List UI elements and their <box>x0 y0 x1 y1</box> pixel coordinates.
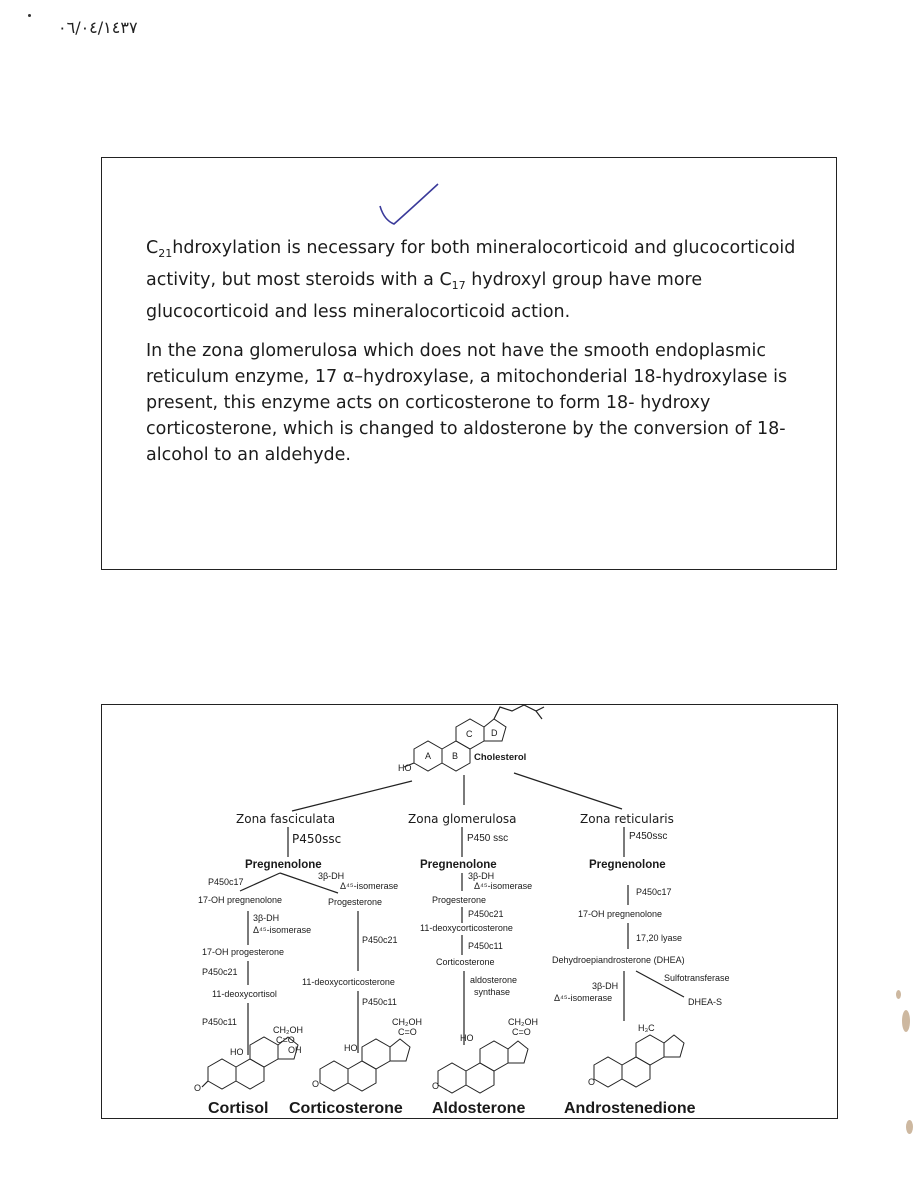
corticosterone-ch2oh: CH₂OH <box>392 1017 422 1027</box>
aldosterone-ho: HO <box>460 1033 474 1043</box>
corticosterone-structure <box>320 1039 410 1091</box>
text-box <box>101 157 837 570</box>
p450c21-left-fasc: P450c21 <box>202 967 238 977</box>
p450c17-fasc: P450c17 <box>208 877 244 887</box>
checkmark-icon <box>372 168 452 228</box>
cortisol-o: O <box>194 1083 202 1093</box>
p450c11-right-fasc: P450c11 <box>362 997 397 1007</box>
deoxycorticosterone-glom: 11-deoxycorticosterone <box>420 923 513 933</box>
isomerase-fasc: Δ⁴⁵-isomerase <box>340 881 399 891</box>
oh-progesterone-fasc: 17-OH progesterone <box>202 947 285 957</box>
c-letter: C <box>146 238 159 258</box>
cortisol-oh: OH <box>288 1045 302 1055</box>
paragraph-zona-glomerulosa: In the zona glomerulosa which does not have the smooth endoplasmic reticulum enzyme, 17 α–hydroxylase, a mitochonderial 18-hydroxylase is present, this enzyme acts on corticosterone to form 18- hydroxy corticosterone, which is changed to aldosterone by the conversion of 18-alcohol to an aldehyde. <box>146 341 788 465</box>
arrow-to-reticularis <box>514 773 622 809</box>
hsd2-fasc: 3β-DH <box>253 913 280 923</box>
androstenedione-o: O <box>588 1077 596 1087</box>
isomerase2-fasc: Δ⁴⁵-isomerase <box>253 925 312 935</box>
isomerase-retic: Δ⁴⁵-isomerase <box>554 993 613 1003</box>
p450c17-retic: P450c17 <box>636 887 672 897</box>
dhea-s: DHEA-S <box>688 997 723 1007</box>
ring-b: B <box>452 751 459 761</box>
corticosterone-co: C=O <box>398 1027 417 1037</box>
scan-speck <box>906 1120 913 1134</box>
p450c21-glom: P450c21 <box>468 909 504 919</box>
corticosterone-ho: HO <box>344 1043 358 1053</box>
arrow-to-fasciculata <box>292 781 412 811</box>
ho-label: HO <box>398 763 412 773</box>
zone-glomerulosa: Zona glomerulosa <box>408 812 517 826</box>
pregnenolone-reticularis: Pregnenolone <box>589 859 666 871</box>
product-corticosterone: Corticosterone <box>289 1100 403 1117</box>
pathway-svg <box>102 705 838 1119</box>
ring-c: C <box>466 729 473 739</box>
hsd-retic: 3β-DH <box>592 981 619 991</box>
paragraph-hydroxylation <box>146 235 806 325</box>
aldo-synthase-2: synthase <box>474 987 511 997</box>
text-run: hdroxylation is necessary for both mineralocorticoid and glucocorticoid activity, but most steroids with a C <box>146 238 796 290</box>
deoxycortisol-fasc: 11-deoxycortisol <box>212 989 277 999</box>
ring-d: D <box>491 728 498 738</box>
subscript-21: 21 <box>158 247 173 260</box>
handwritten-date: ٠٦/٠٤/١٤٣٧ <box>58 18 138 37</box>
aldo-synthase-1: aldosterone <box>470 975 518 985</box>
text-run: hydroxyl group have more glucocorticoid and less mineralocorticoid action. <box>146 270 703 322</box>
subscript-17: 17 <box>451 279 466 292</box>
p450ssc-glomerulosa: P450 ssc <box>467 833 509 844</box>
scan-speck <box>896 990 901 999</box>
progesterone-fasc: Progesterone <box>328 897 383 907</box>
cortisol-co: C=O <box>276 1035 295 1045</box>
cortisol-ho: HO <box>230 1047 244 1057</box>
aldosterone-ch2oh: CH₂OH <box>508 1017 538 1027</box>
oh-pregnenolone-fasc: 17-OH pregnenolone <box>198 895 283 905</box>
p450c11-left-fasc: P450c11 <box>202 1017 237 1027</box>
p450c21-right-fasc: P450c21 <box>362 935 398 945</box>
aldosterone-structure <box>438 1041 528 1093</box>
cortisol-ch2oh: CH₂OH <box>273 1025 303 1035</box>
product-androstenedione: Androstenedione <box>564 1100 696 1117</box>
scan-speck <box>902 1010 910 1032</box>
product-cortisol: Cortisol <box>208 1100 269 1117</box>
sulfotransferase: Sulfotransferase <box>664 973 730 983</box>
product-aldosterone: Aldosterone <box>432 1100 526 1117</box>
pregnenolone-fasciculata: Pregnenolone <box>245 859 322 871</box>
deoxycorticosterone-fasc: 11-deoxycorticosterone <box>302 977 395 987</box>
hsd-glom: 3β-DH <box>468 871 495 881</box>
androstenedione-structure <box>594 1035 684 1087</box>
pregnenolone-glomerulosa: Pregnenolone <box>420 859 497 871</box>
page-dot <box>28 14 31 17</box>
aldosterone-co: C=O <box>512 1027 531 1037</box>
p450ssc-fasciculata: P450ssc <box>292 832 342 846</box>
oh-pregnenolone-retic: 17-OH pregnenolone <box>578 909 663 919</box>
p450ssc-reticularis: P450ssc <box>629 831 668 842</box>
ring-a: A <box>425 751 432 761</box>
corticosterone-glom: Corticosterone <box>436 957 495 967</box>
progesterone-glom: Progesterone <box>432 895 487 905</box>
zone-reticularis: Zona reticularis <box>580 812 674 826</box>
p450c11-glom: P450c11 <box>468 941 503 951</box>
lyase-retic: 17,20 lyase <box>636 933 683 943</box>
androstenedione-h3c: H₃C <box>638 1023 655 1033</box>
steroidogenesis-diagram <box>101 704 838 1119</box>
hsd-fasc: 3β-DH <box>318 871 345 881</box>
cholesterol-label: Cholesterol <box>474 752 527 763</box>
dhea-retic: Dehydroepiandrosterone (DHEA) <box>552 955 685 965</box>
isomerase-glom: Δ⁴⁵-isomerase <box>474 881 533 891</box>
zone-fasciculata: Zona fasciculata <box>236 812 336 826</box>
aldosterone-o: O <box>432 1081 440 1091</box>
corticosterone-o: O <box>312 1079 320 1089</box>
